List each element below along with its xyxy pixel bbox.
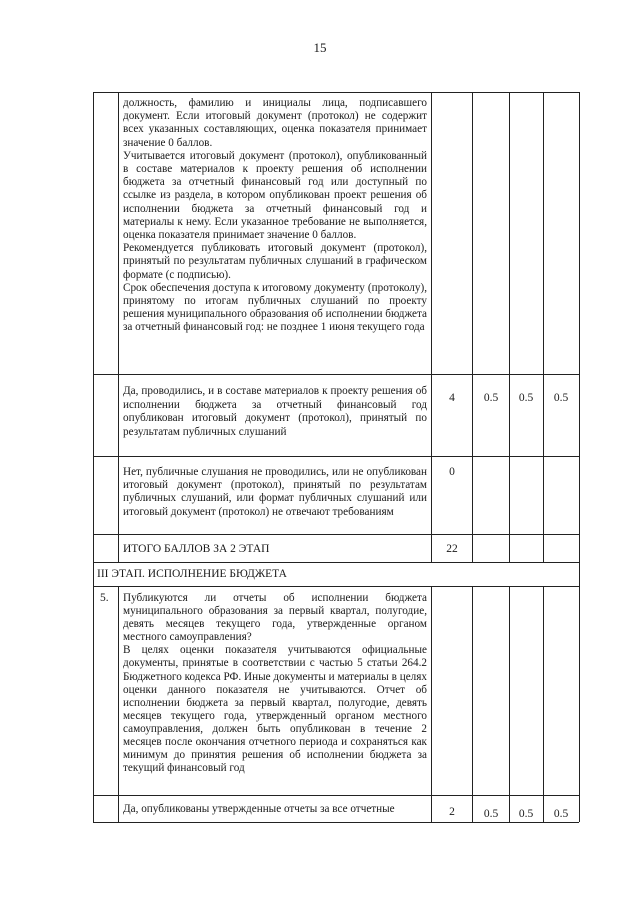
total-score: 22 <box>446 543 458 555</box>
paragraph: Публикуются ли отчеты об исполнении бюджета муниципального образования за первый квартал, полугодие, девять месяцев текущего года, утвержденные органом местного самоуправления? <box>123 592 427 644</box>
coefficient-value: 0.5 <box>483 808 499 820</box>
row-divider <box>93 795 579 796</box>
col-divider <box>543 586 544 822</box>
paragraph: должность, фамилию и инициалы лица, подписавшего документ. Если итоговый документ (протокол) не содержит всех указанных составляющих, оценка показателя принимает значение 0 баллов. <box>123 97 427 149</box>
col-divider <box>118 92 119 562</box>
col-divider <box>472 586 473 822</box>
row-divider <box>93 374 579 375</box>
total-label: ИТОГО БАЛЛОВ ЗА 2 ЭТАП <box>123 543 270 555</box>
row-divider <box>93 562 579 563</box>
row-divider <box>93 534 579 535</box>
col-divider <box>543 92 544 562</box>
col-divider <box>472 92 473 562</box>
paragraph: Учитывается итоговый документ (протокол), опубликованный в составе материалов к проекту решения об исполнении бюджета за отчетный финансовый год или доступный по ссылке из раздела, в котором опубликован проект решения об исполнении бюджета за отчетный финансовый год и материалы к нему. Если указанное требование не выполняется, оценка показателя принимает значение 0 баллов. <box>123 149 427 242</box>
criteria-description <box>123 97 427 335</box>
page-number: 15 <box>313 40 327 55</box>
table-border-right <box>579 92 580 822</box>
paragraph: Срок обеспечения доступа к итоговому документу (протоколу), принятому по итогам публичных слушаний по проекту решения муниципального образования об исполнении бюджета за отчетный финансовый год: не позднее 1 июня текущего года <box>123 281 427 334</box>
coefficient-value: 0.5 <box>518 392 534 404</box>
table-border-top <box>93 92 579 93</box>
answer-option-text: Нет, публичные слушания не проводились, или не опубликован итоговый документ (протокол), принятый по результатам публичных слушаний, или формат публичных слушаний или итоговый документ (протокол) не отвечают требованиям <box>123 466 427 518</box>
score-value: 0 <box>449 466 455 478</box>
answer-option-text: Да, проводились, и в составе материалов к проекту решения об исполнении бюджета за отчетный финансовый год опубликован итоговый документ (протокол), принятый по результатам публичных слушаний <box>123 385 427 438</box>
col-divider <box>509 92 510 562</box>
row-number: 5. <box>100 592 109 604</box>
coefficient-value: 0.5 <box>518 808 534 820</box>
col-divider <box>431 586 432 822</box>
section-title: III ЭТАП. ИСПОЛНЕНИЕ БЮДЖЕТА <box>97 568 287 580</box>
table-border-bottom <box>93 822 579 823</box>
col-divider <box>431 92 432 562</box>
row-divider <box>93 456 579 457</box>
paragraph: Рекомендуется публиковать итоговый документ (протокол), принятый по результатам публичных слушаний в графическом формате (с подписью). <box>123 242 427 281</box>
answer-option-text: Да, опубликованы утвержденные отчеты за все отчетные <box>123 803 395 815</box>
coefficient-value: 0.5 <box>553 392 569 404</box>
coefficient-value: 0.5 <box>483 392 499 404</box>
criteria-description <box>123 592 427 775</box>
score-value: 2 <box>449 806 455 818</box>
row-divider <box>93 586 579 587</box>
col-divider <box>118 586 119 822</box>
score-value: 4 <box>449 392 455 404</box>
coefficient-value: 0.5 <box>553 808 569 820</box>
table-border-left <box>93 92 94 822</box>
col-divider <box>509 586 510 822</box>
paragraph: В целях оценки показателя учитываются официальные документы, принятые в соответствии с частью 5 статьи 264.2 Бюджетного кодекса РФ. Иные документы и материалы в целях оценки данного показателя не учитываются. Отчет об исполнении бюджета за первый квартал, полугодие, девять месяцев текущего года, утвержденный органом местного самоуправления, должен быть опубликован в течение 2 месяцев после окончания отчетного периода и сохраняться как минимум до принятия решения об исполнении бюджета за текущий финансовый год <box>123 644 427 775</box>
